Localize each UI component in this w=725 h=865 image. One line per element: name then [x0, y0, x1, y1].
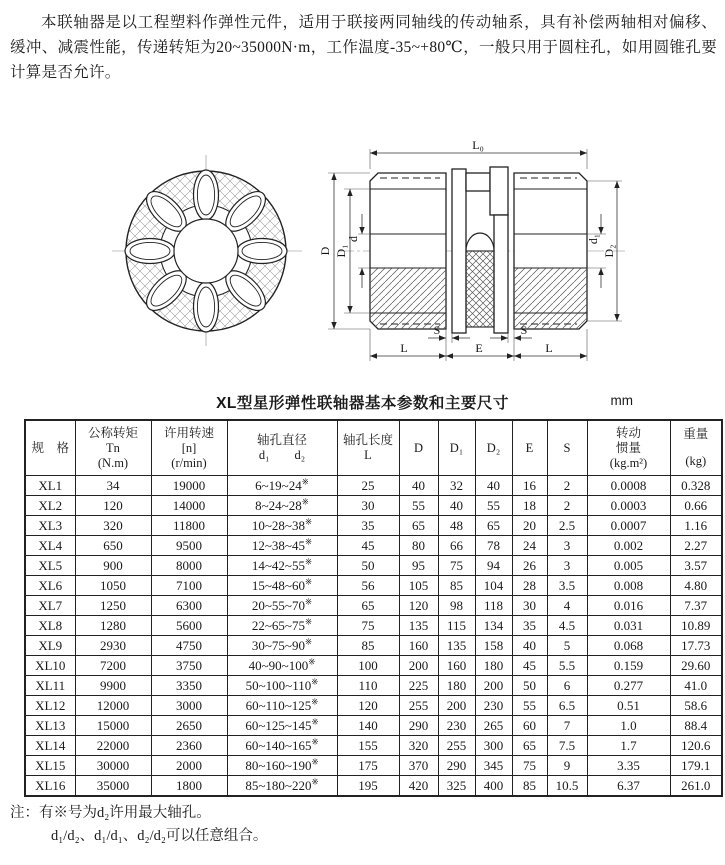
table-cell-spec: XL15 — [25, 756, 75, 776]
section-view — [318, 138, 625, 361]
table-cell-bore: 60~125~145※ — [227, 716, 337, 736]
table-cell-torque: 650 — [75, 536, 151, 556]
table-cell-torque: 35000 — [75, 776, 151, 797]
dim-label-L-left: L — [400, 341, 408, 355]
table-cell-D: 420 — [399, 776, 438, 797]
column-header-bore: 轴孔直径 d₁ d₂ — [227, 420, 337, 476]
table-cell-D2: 345 — [475, 756, 512, 776]
table-cell-bore: 60~110~125※ — [227, 696, 337, 716]
table-row — [25, 556, 722, 576]
table-cell-weight: 179.1 — [670, 756, 722, 776]
table-cell-bore: 60~140~165※ — [227, 736, 337, 756]
note-line-2: d₁/d₂、d₁/d₁、d₂/d₂可以任意组合。 — [51, 828, 268, 844]
table-cell-torque: 15000 — [75, 716, 151, 736]
table-cell-weight: 261.0 — [670, 776, 722, 797]
table-cell-speed: 4750 — [151, 636, 227, 656]
table-cell-E: 35 — [512, 616, 547, 636]
table-cell-D: 320 — [399, 736, 438, 756]
table-cell-S: 7 — [547, 716, 587, 736]
table-cell-torque: 2930 — [75, 636, 151, 656]
table-cell-weight: 1.16 — [670, 516, 722, 536]
table-row — [25, 776, 722, 797]
table-cell-L: 75 — [337, 616, 399, 636]
table-cell-inertia: 0.005 — [587, 556, 670, 576]
table-cell-E: 65 — [512, 736, 547, 756]
table-cell-D: 120 — [399, 596, 438, 616]
table-cell-D: 105 — [399, 576, 438, 596]
table-cell-L: 45 — [337, 536, 399, 556]
table-cell-D2: 400 — [475, 776, 512, 797]
table-cell-spec: XL10 — [25, 656, 75, 676]
column-header-inertia: 转动 惯量 (kg.m²) — [587, 420, 670, 476]
table-cell-inertia: 0.0007 — [587, 516, 670, 536]
table-cell-L: 30 — [337, 496, 399, 516]
table-cell-L: 110 — [337, 676, 399, 696]
table-cell-D1: 75 — [438, 556, 475, 576]
table-cell-inertia: 0.51 — [587, 696, 670, 716]
column-header-S: S — [547, 420, 587, 476]
table-cell-speed: 2650 — [151, 716, 227, 736]
table-cell-speed: 1800 — [151, 776, 227, 797]
table-cell-S: 3.5 — [547, 576, 587, 596]
table-cell-D: 290 — [399, 716, 438, 736]
table-cell-inertia: 0.068 — [587, 636, 670, 656]
table-cell-torque: 9900 — [75, 676, 151, 696]
note-prefix: 注： — [10, 805, 39, 821]
table-cell-D1: 180 — [438, 676, 475, 696]
table-cell-D2: 78 — [475, 536, 512, 556]
table-cell-torque: 22000 — [75, 736, 151, 756]
table-cell-inertia: 0.159 — [587, 656, 670, 676]
table-cell-D: 370 — [399, 756, 438, 776]
table-cell-L: 100 — [337, 656, 399, 676]
table-cell-D2: 118 — [475, 596, 512, 616]
table-cell-S: 2 — [547, 476, 587, 496]
table-cell-D1: 66 — [438, 536, 475, 556]
table-body — [25, 476, 722, 797]
dim-label-D2: D₂ — [602, 244, 616, 258]
table-cell-D2: 40 — [475, 476, 512, 496]
table-cell-speed: 8000 — [151, 556, 227, 576]
table-cell-inertia: 1.7 — [587, 736, 670, 756]
table-cell-speed: 6300 — [151, 596, 227, 616]
table-cell-bore: 40~90~100※ — [227, 656, 337, 676]
table-cell-spec: XL4 — [25, 536, 75, 556]
table-row — [25, 476, 722, 496]
table-cell-spec: XL13 — [25, 716, 75, 736]
column-header-D: D — [399, 420, 438, 476]
table-cell-D: 55 — [399, 496, 438, 516]
table-cell-speed: 19000 — [151, 476, 227, 496]
table-cell-weight: 88.4 — [670, 716, 722, 736]
spider-element — [452, 167, 508, 333]
table-cell-spec: XL9 — [25, 636, 75, 656]
column-header-E: E — [512, 420, 547, 476]
table-cell-bore: 8~24~28※ — [227, 496, 337, 516]
column-header-torque: 公称转矩 Tn (N.m) — [75, 420, 151, 476]
front-view — [112, 155, 302, 349]
table-cell-weight: 10.89 — [670, 616, 722, 636]
table-cell-L: 120 — [337, 696, 399, 716]
table-cell-D1: 32 — [438, 476, 475, 496]
table-cell-torque: 1280 — [75, 616, 151, 636]
table-cell-D: 80 — [399, 536, 438, 556]
table-cell-weight: 0.328 — [670, 476, 722, 496]
table-cell-inertia: 0.016 — [587, 596, 670, 616]
table-cell-weight: 7.37 — [670, 596, 722, 616]
column-header-D1: D₁ — [438, 420, 475, 476]
table-cell-D2: 158 — [475, 636, 512, 656]
table-row — [25, 596, 722, 616]
table-cell-inertia: 0.277 — [587, 676, 670, 696]
spec-table — [24, 419, 723, 797]
table-cell-weight: 3.57 — [670, 556, 722, 576]
table-cell-bore: 12~38~45※ — [227, 536, 337, 556]
table-cell-D1: 85 — [438, 576, 475, 596]
table-cell-D: 40 — [399, 476, 438, 496]
dim-label-d: d — [346, 236, 360, 242]
table-cell-inertia: 0.008 — [587, 576, 670, 596]
table-cell-D1: 255 — [438, 736, 475, 756]
table-row — [25, 536, 722, 556]
table-cell-D1: 230 — [438, 716, 475, 736]
table-cell-inertia: 6.37 — [587, 776, 670, 797]
table-cell-D1: 115 — [438, 616, 475, 636]
table-cell-spec: XL12 — [25, 696, 75, 716]
column-header-weight: 重量 (kg) — [670, 420, 722, 476]
table-cell-bore: 15~48~60※ — [227, 576, 337, 596]
table-cell-bore: 85~180~220※ — [227, 776, 337, 797]
table-cell-weight: 4.80 — [670, 576, 722, 596]
table-cell-S: 9 — [547, 756, 587, 776]
table-cell-inertia: 0.0003 — [587, 496, 670, 516]
table-cell-L: 140 — [337, 716, 399, 736]
table-cell-L: 195 — [337, 776, 399, 797]
table-cell-D: 95 — [399, 556, 438, 576]
table-cell-E: 24 — [512, 536, 547, 556]
table-cell-E: 28 — [512, 576, 547, 596]
table-cell-D2: 104 — [475, 576, 512, 596]
table-cell-S: 2 — [547, 496, 587, 516]
dim-label-L-right: L — [545, 341, 553, 355]
table-cell-weight: 120.6 — [670, 736, 722, 756]
table-cell-E: 26 — [512, 556, 547, 576]
table-cell-spec: XL11 — [25, 676, 75, 696]
table-cell-speed: 2000 — [151, 756, 227, 776]
table-cell-S: 5.5 — [547, 656, 587, 676]
table-row — [25, 756, 722, 776]
table-cell-D2: 134 — [475, 616, 512, 636]
table-cell-S: 10.5 — [547, 776, 587, 797]
table-cell-weight: 41.0 — [670, 676, 722, 696]
table-cell-speed: 9500 — [151, 536, 227, 556]
table-cell-E: 18 — [512, 496, 547, 516]
table-header-row — [25, 420, 722, 476]
table-cell-D: 160 — [399, 636, 438, 656]
table-cell-speed: 3000 — [151, 696, 227, 716]
table-cell-torque: 7200 — [75, 656, 151, 676]
table-cell-inertia: 0.031 — [587, 616, 670, 636]
table-cell-bore: 80~160~190※ — [227, 756, 337, 776]
table-cell-S: 5 — [547, 636, 587, 656]
table-row — [25, 676, 722, 696]
dim-label-S-left: S — [433, 323, 441, 337]
column-header-L: 轴孔长度 L — [337, 420, 399, 476]
table-cell-spec: XL6 — [25, 576, 75, 596]
note-line-1 — [10, 802, 725, 825]
table-cell-speed: 3350 — [151, 676, 227, 696]
table-cell-D: 135 — [399, 616, 438, 636]
table-cell-D2: 300 — [475, 736, 512, 756]
table-cell-D: 200 — [399, 656, 438, 676]
table-cell-L: 155 — [337, 736, 399, 756]
table-row — [25, 616, 722, 636]
table-cell-spec: XL2 — [25, 496, 75, 516]
column-header-spec: 规 格 — [25, 420, 75, 476]
table-cell-S: 4 — [547, 596, 587, 616]
dim-label-D: D — [318, 246, 332, 256]
table-cell-speed: 11800 — [151, 516, 227, 536]
table-cell-bore: 10~28~38※ — [227, 516, 337, 536]
table-cell-S: 2.5 — [547, 516, 587, 536]
table-cell-S: 6.5 — [547, 696, 587, 716]
table-row — [25, 716, 722, 736]
technical-drawing — [0, 121, 725, 383]
table-cell-D1: 48 — [438, 516, 475, 536]
table-cell-D1: 160 — [438, 656, 475, 676]
notes — [10, 802, 725, 848]
note-text-1: 有※号为d₂许用最大轴孔。 — [39, 805, 211, 821]
table-cell-D1: 290 — [438, 756, 475, 776]
table-cell-D1: 325 — [438, 776, 475, 797]
table-cell-L: 35 — [337, 516, 399, 536]
table-cell-S: 7.5 — [547, 736, 587, 756]
table-cell-bore: 14~42~55※ — [227, 556, 337, 576]
table-cell-E: 60 — [512, 716, 547, 736]
table-cell-L: 25 — [337, 476, 399, 496]
table-cell-inertia: 0.0008 — [587, 476, 670, 496]
table-cell-speed: 5600 — [151, 616, 227, 636]
dim-label-d1: d₁ — [586, 233, 600, 245]
table-title: XL型星形弹性联轴器基本参数和主要尺寸 — [216, 395, 509, 412]
table-cell-D2: 94 — [475, 556, 512, 576]
table-cell-speed: 7100 — [151, 576, 227, 596]
table-cell-L: 50 — [337, 556, 399, 576]
table-cell-spec: XL8 — [25, 616, 75, 636]
dim-label-D1: D₁ — [334, 244, 348, 258]
table-cell-speed: 3750 — [151, 656, 227, 676]
table-cell-torque: 34 — [75, 476, 151, 496]
table-cell-S: 3 — [547, 536, 587, 556]
table-cell-weight: 2.27 — [670, 536, 722, 556]
table-cell-inertia: 1.0 — [587, 716, 670, 736]
dim-label-E: E — [475, 341, 483, 355]
table-cell-D2: 230 — [475, 696, 512, 716]
table-cell-weight: 0.66 — [670, 496, 722, 516]
table-cell-S: 3 — [547, 556, 587, 576]
table-cell-D: 65 — [399, 516, 438, 536]
table-cell-S: 6 — [547, 676, 587, 696]
intro-paragraph: 本联轴器是以工程塑料作弹性元件，适用于联接两同轴线的传动轴系，具有补偿两轴相对偏移、缓冲、减震性能，传递转矩为20~35000N·m，工作温度-35~+80℃，一般只用于圆柱孔，如用圆锥孔要计算是否允许。 — [10, 14, 717, 81]
table-cell-weight: 58.6 — [670, 696, 722, 716]
table-cell-weight: 29.60 — [670, 656, 722, 676]
table-cell-L: 175 — [337, 756, 399, 776]
table-cell-bore: 22~65~75※ — [227, 616, 337, 636]
table-cell-L: 65 — [337, 596, 399, 616]
dim-label-S-right: S — [520, 323, 528, 337]
table-cell-spec: XL3 — [25, 516, 75, 536]
table-cell-E: 85 — [512, 776, 547, 797]
table-cell-spec: XL16 — [25, 776, 75, 797]
table-cell-D2: 55 — [475, 496, 512, 516]
column-header-speed: 许用转速 [n] (r/min) — [151, 420, 227, 476]
table-cell-E: 30 — [512, 596, 547, 616]
table-cell-torque: 12000 — [75, 696, 151, 716]
table-cell-D2: 65 — [475, 516, 512, 536]
table-row — [25, 736, 722, 756]
table-row — [25, 496, 722, 516]
table-row — [25, 576, 722, 596]
table-cell-S: 4.5 — [547, 616, 587, 636]
table-title-row — [0, 389, 725, 415]
table-cell-bore: 30~75~90※ — [227, 636, 337, 656]
table-cell-D: 255 — [399, 696, 438, 716]
table-cell-D1: 40 — [438, 496, 475, 516]
table-cell-bore: 20~55~70※ — [227, 596, 337, 616]
table-cell-D1: 135 — [438, 636, 475, 656]
table-cell-L: 85 — [337, 636, 399, 656]
table-cell-spec: XL7 — [25, 596, 75, 616]
table-cell-E: 16 — [512, 476, 547, 496]
table-cell-spec: XL1 — [25, 476, 75, 496]
table-cell-D2: 265 — [475, 716, 512, 736]
unit-label: mm — [610, 393, 633, 408]
bore-circle — [174, 219, 238, 283]
table-cell-spec: XL5 — [25, 556, 75, 576]
table-cell-D1: 98 — [438, 596, 475, 616]
table-cell-spec: XL14 — [25, 736, 75, 756]
table-cell-torque: 1050 — [75, 576, 151, 596]
column-header-D2: D₂ — [475, 420, 512, 476]
table-row — [25, 696, 722, 716]
table-cell-inertia: 0.002 — [587, 536, 670, 556]
table-cell-E: 75 — [512, 756, 547, 776]
table-cell-D2: 200 — [475, 676, 512, 696]
table-cell-speed: 14000 — [151, 496, 227, 516]
table-cell-torque: 30000 — [75, 756, 151, 776]
table-cell-torque: 120 — [75, 496, 151, 516]
table-cell-speed: 2360 — [151, 736, 227, 756]
elastic-block — [466, 251, 494, 327]
table-cell-E: 45 — [512, 656, 547, 676]
table-cell-torque: 320 — [75, 516, 151, 536]
table-cell-D2: 180 — [475, 656, 512, 676]
table-cell-torque: 900 — [75, 556, 151, 576]
table-cell-E: 55 — [512, 696, 547, 716]
table-cell-L: 56 — [337, 576, 399, 596]
table-cell-E: 50 — [512, 676, 547, 696]
table-row — [25, 656, 722, 676]
table-row — [25, 516, 722, 536]
table-cell-D1: 200 — [438, 696, 475, 716]
table-cell-E: 40 — [512, 636, 547, 656]
table-cell-inertia: 3.35 — [587, 756, 670, 776]
dim-label-l0: L₀ — [472, 138, 484, 152]
table-cell-torque: 1250 — [75, 596, 151, 616]
table-cell-weight: 17.73 — [670, 636, 722, 656]
table-cell-bore: 50~100~110※ — [227, 676, 337, 696]
table-row — [25, 636, 722, 656]
table-cell-D: 225 — [399, 676, 438, 696]
table-cell-bore: 6~19~24※ — [227, 476, 337, 496]
table-cell-E: 20 — [512, 516, 547, 536]
